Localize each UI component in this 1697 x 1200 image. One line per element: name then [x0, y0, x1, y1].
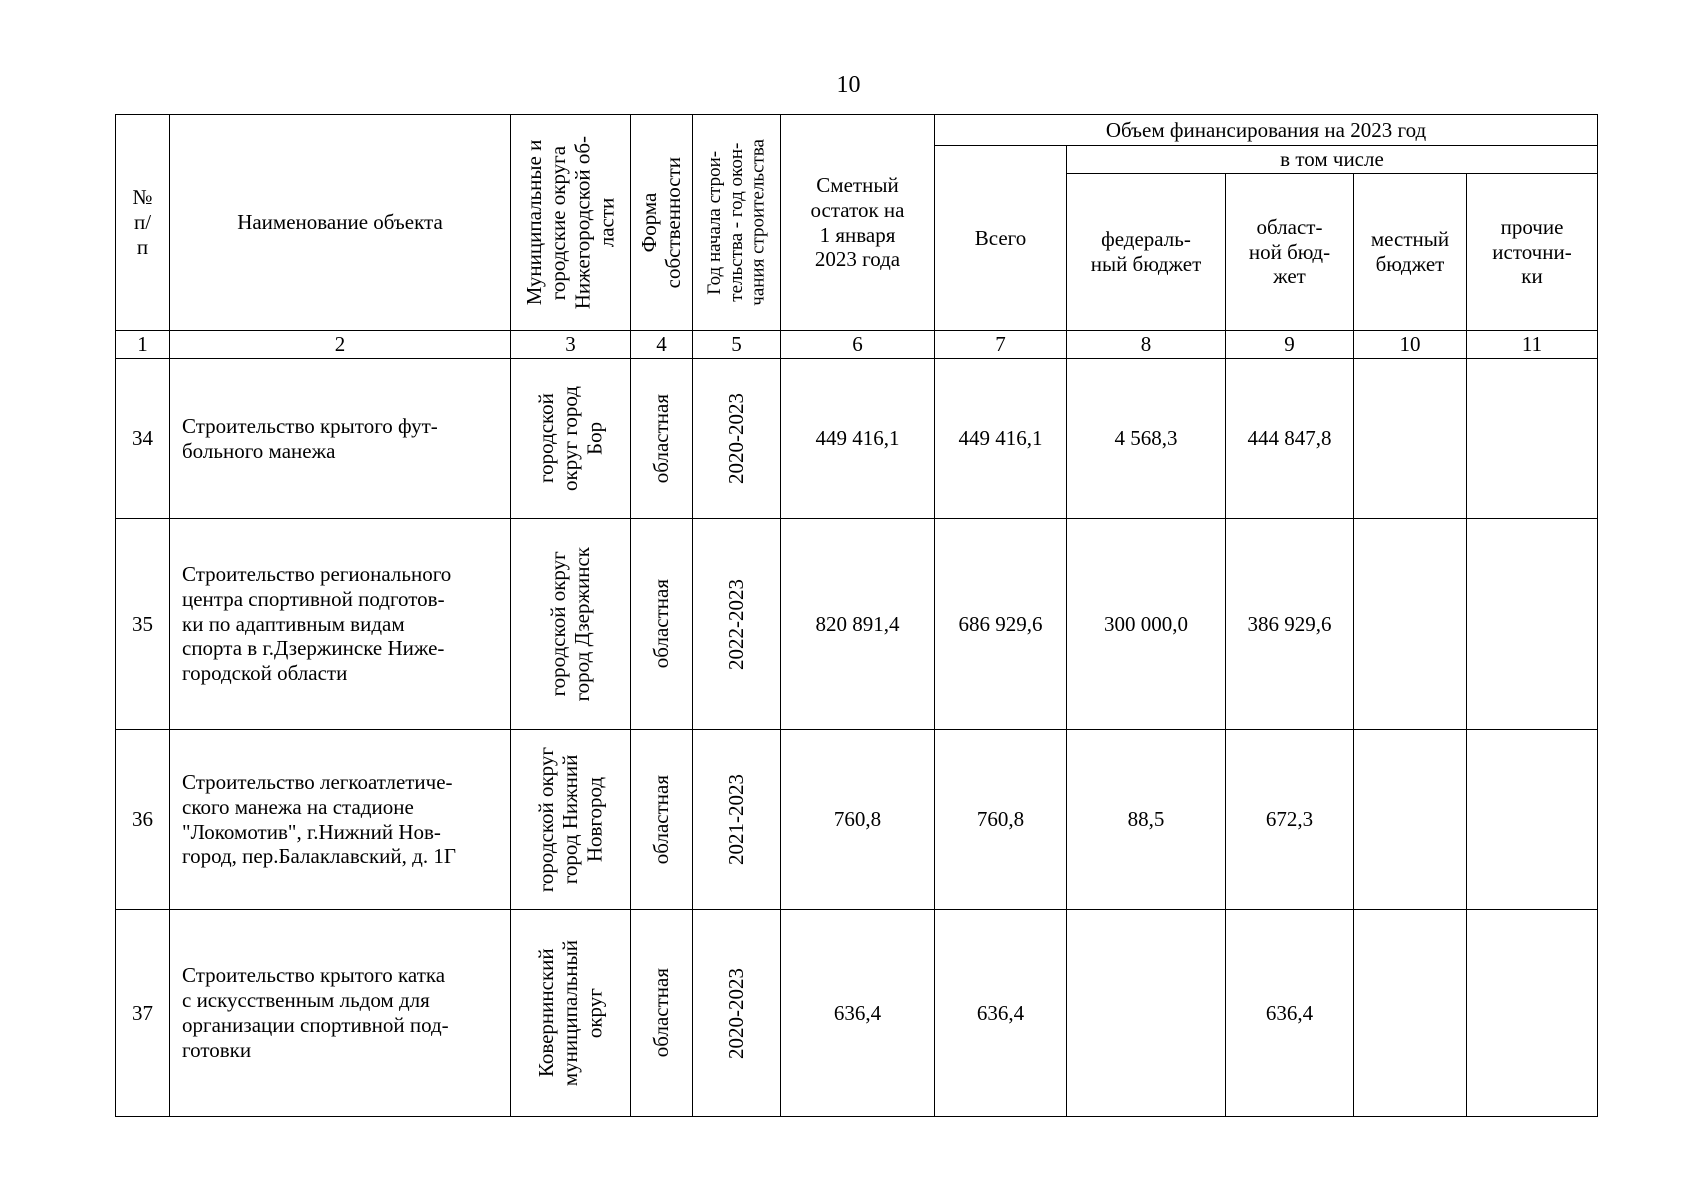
- header-local: местный бюджет: [1354, 174, 1467, 331]
- years-cell: 2021-2023: [693, 730, 781, 910]
- object-name: Строительство крытого катка с искусственным льдом для организации спортивной под- готовки: [170, 910, 511, 1117]
- federal-cell: 4 568,3: [1067, 359, 1226, 519]
- other-cell: [1467, 519, 1598, 730]
- local-cell: [1354, 519, 1467, 730]
- table-row: [116, 910, 1598, 1117]
- regional-cell: 444 847,8: [1226, 359, 1354, 519]
- column-number: 9: [1226, 331, 1354, 359]
- column-number: 8: [1067, 331, 1226, 359]
- column-number: 1: [116, 331, 170, 359]
- object-name: Строительство крытого фут- больного манежа: [170, 359, 511, 519]
- years-cell: 2020-2023: [693, 910, 781, 1117]
- header-federal: федераль- ный бюджет: [1067, 174, 1226, 331]
- municipality-cell: городской округ город Бор: [511, 359, 631, 519]
- column-number: 10: [1354, 331, 1467, 359]
- header-including: в том числе: [1067, 146, 1598, 174]
- header-name: Наименование объекта: [170, 115, 511, 331]
- row-num: 37: [116, 910, 170, 1117]
- estimate-cell: 760,8: [781, 730, 935, 910]
- financing-table: [115, 114, 1598, 1117]
- header-ownership: Форма собственности: [631, 115, 693, 331]
- regional-cell: 386 929,6: [1226, 519, 1354, 730]
- years-cell: 2022-2023: [693, 519, 781, 730]
- total-cell: 760,8: [935, 730, 1067, 910]
- header-years: Год начала строи- тельства - год окон- чания строительства: [693, 115, 781, 331]
- table-row: [116, 730, 1598, 910]
- estimate-cell: 820 891,4: [781, 519, 935, 730]
- column-numbers-row: [116, 331, 1598, 359]
- header-financing: Объем финансирования на 2023 год: [935, 115, 1598, 146]
- column-number: 7: [935, 331, 1067, 359]
- header-estimate: Сметный остаток на 1 января 2023 года: [781, 115, 935, 331]
- federal-cell: 300 000,0: [1067, 519, 1226, 730]
- ownership-cell: областная: [631, 730, 693, 910]
- regional-cell: 636,4: [1226, 910, 1354, 1117]
- ownership-cell: областная: [631, 519, 693, 730]
- total-cell: 686 929,6: [935, 519, 1067, 730]
- column-number: 4: [631, 331, 693, 359]
- object-name: Строительство регионального центра спортивной подготов- ки по адаптивным видам спорта в г.Дзержинске Ниже- городской области: [170, 519, 511, 730]
- row-num: 35: [116, 519, 170, 730]
- ownership-cell: областная: [631, 359, 693, 519]
- federal-cell: [1067, 910, 1226, 1117]
- local-cell: [1354, 359, 1467, 519]
- years-cell: 2020-2023: [693, 359, 781, 519]
- estimate-cell: 636,4: [781, 910, 935, 1117]
- column-number: 6: [781, 331, 935, 359]
- column-number: 2: [170, 331, 511, 359]
- municipality-cell: городской округ город Нижний Новгород: [511, 730, 631, 910]
- estimate-cell: 449 416,1: [781, 359, 935, 519]
- other-cell: [1467, 359, 1598, 519]
- local-cell: [1354, 730, 1467, 910]
- total-cell: 449 416,1: [935, 359, 1067, 519]
- table-row: [116, 519, 1598, 730]
- header-num: № п/ п: [116, 115, 170, 331]
- total-cell: 636,4: [935, 910, 1067, 1117]
- header-other: прочие источни- ки: [1467, 174, 1598, 331]
- row-num: 36: [116, 730, 170, 910]
- row-num: 34: [116, 359, 170, 519]
- object-name: Строительство легкоатлетиче- ского манежа на стадионе "Локомотив", г.Нижний Нов- город, пер.Балаклавский, д. 1Г: [170, 730, 511, 910]
- table-row: [116, 359, 1598, 519]
- regional-cell: 672,3: [1226, 730, 1354, 910]
- column-number: 3: [511, 331, 631, 359]
- municipality-cell: городской округ город Дзержинск: [511, 519, 631, 730]
- ownership-cell: областная: [631, 910, 693, 1117]
- header-total: Всего: [935, 146, 1067, 331]
- column-number: 11: [1467, 331, 1598, 359]
- federal-cell: 88,5: [1067, 730, 1226, 910]
- other-cell: [1467, 730, 1598, 910]
- other-cell: [1467, 910, 1598, 1117]
- local-cell: [1354, 910, 1467, 1117]
- header-regional: област- ной бюд- жет: [1226, 174, 1354, 331]
- municipality-cell: Ковернинский муниципальный округ: [511, 910, 631, 1117]
- page-number: 10: [836, 72, 861, 98]
- header-municipality: Муниципальные и городские округа Нижегородской об- ласти: [511, 115, 631, 331]
- column-number: 5: [693, 331, 781, 359]
